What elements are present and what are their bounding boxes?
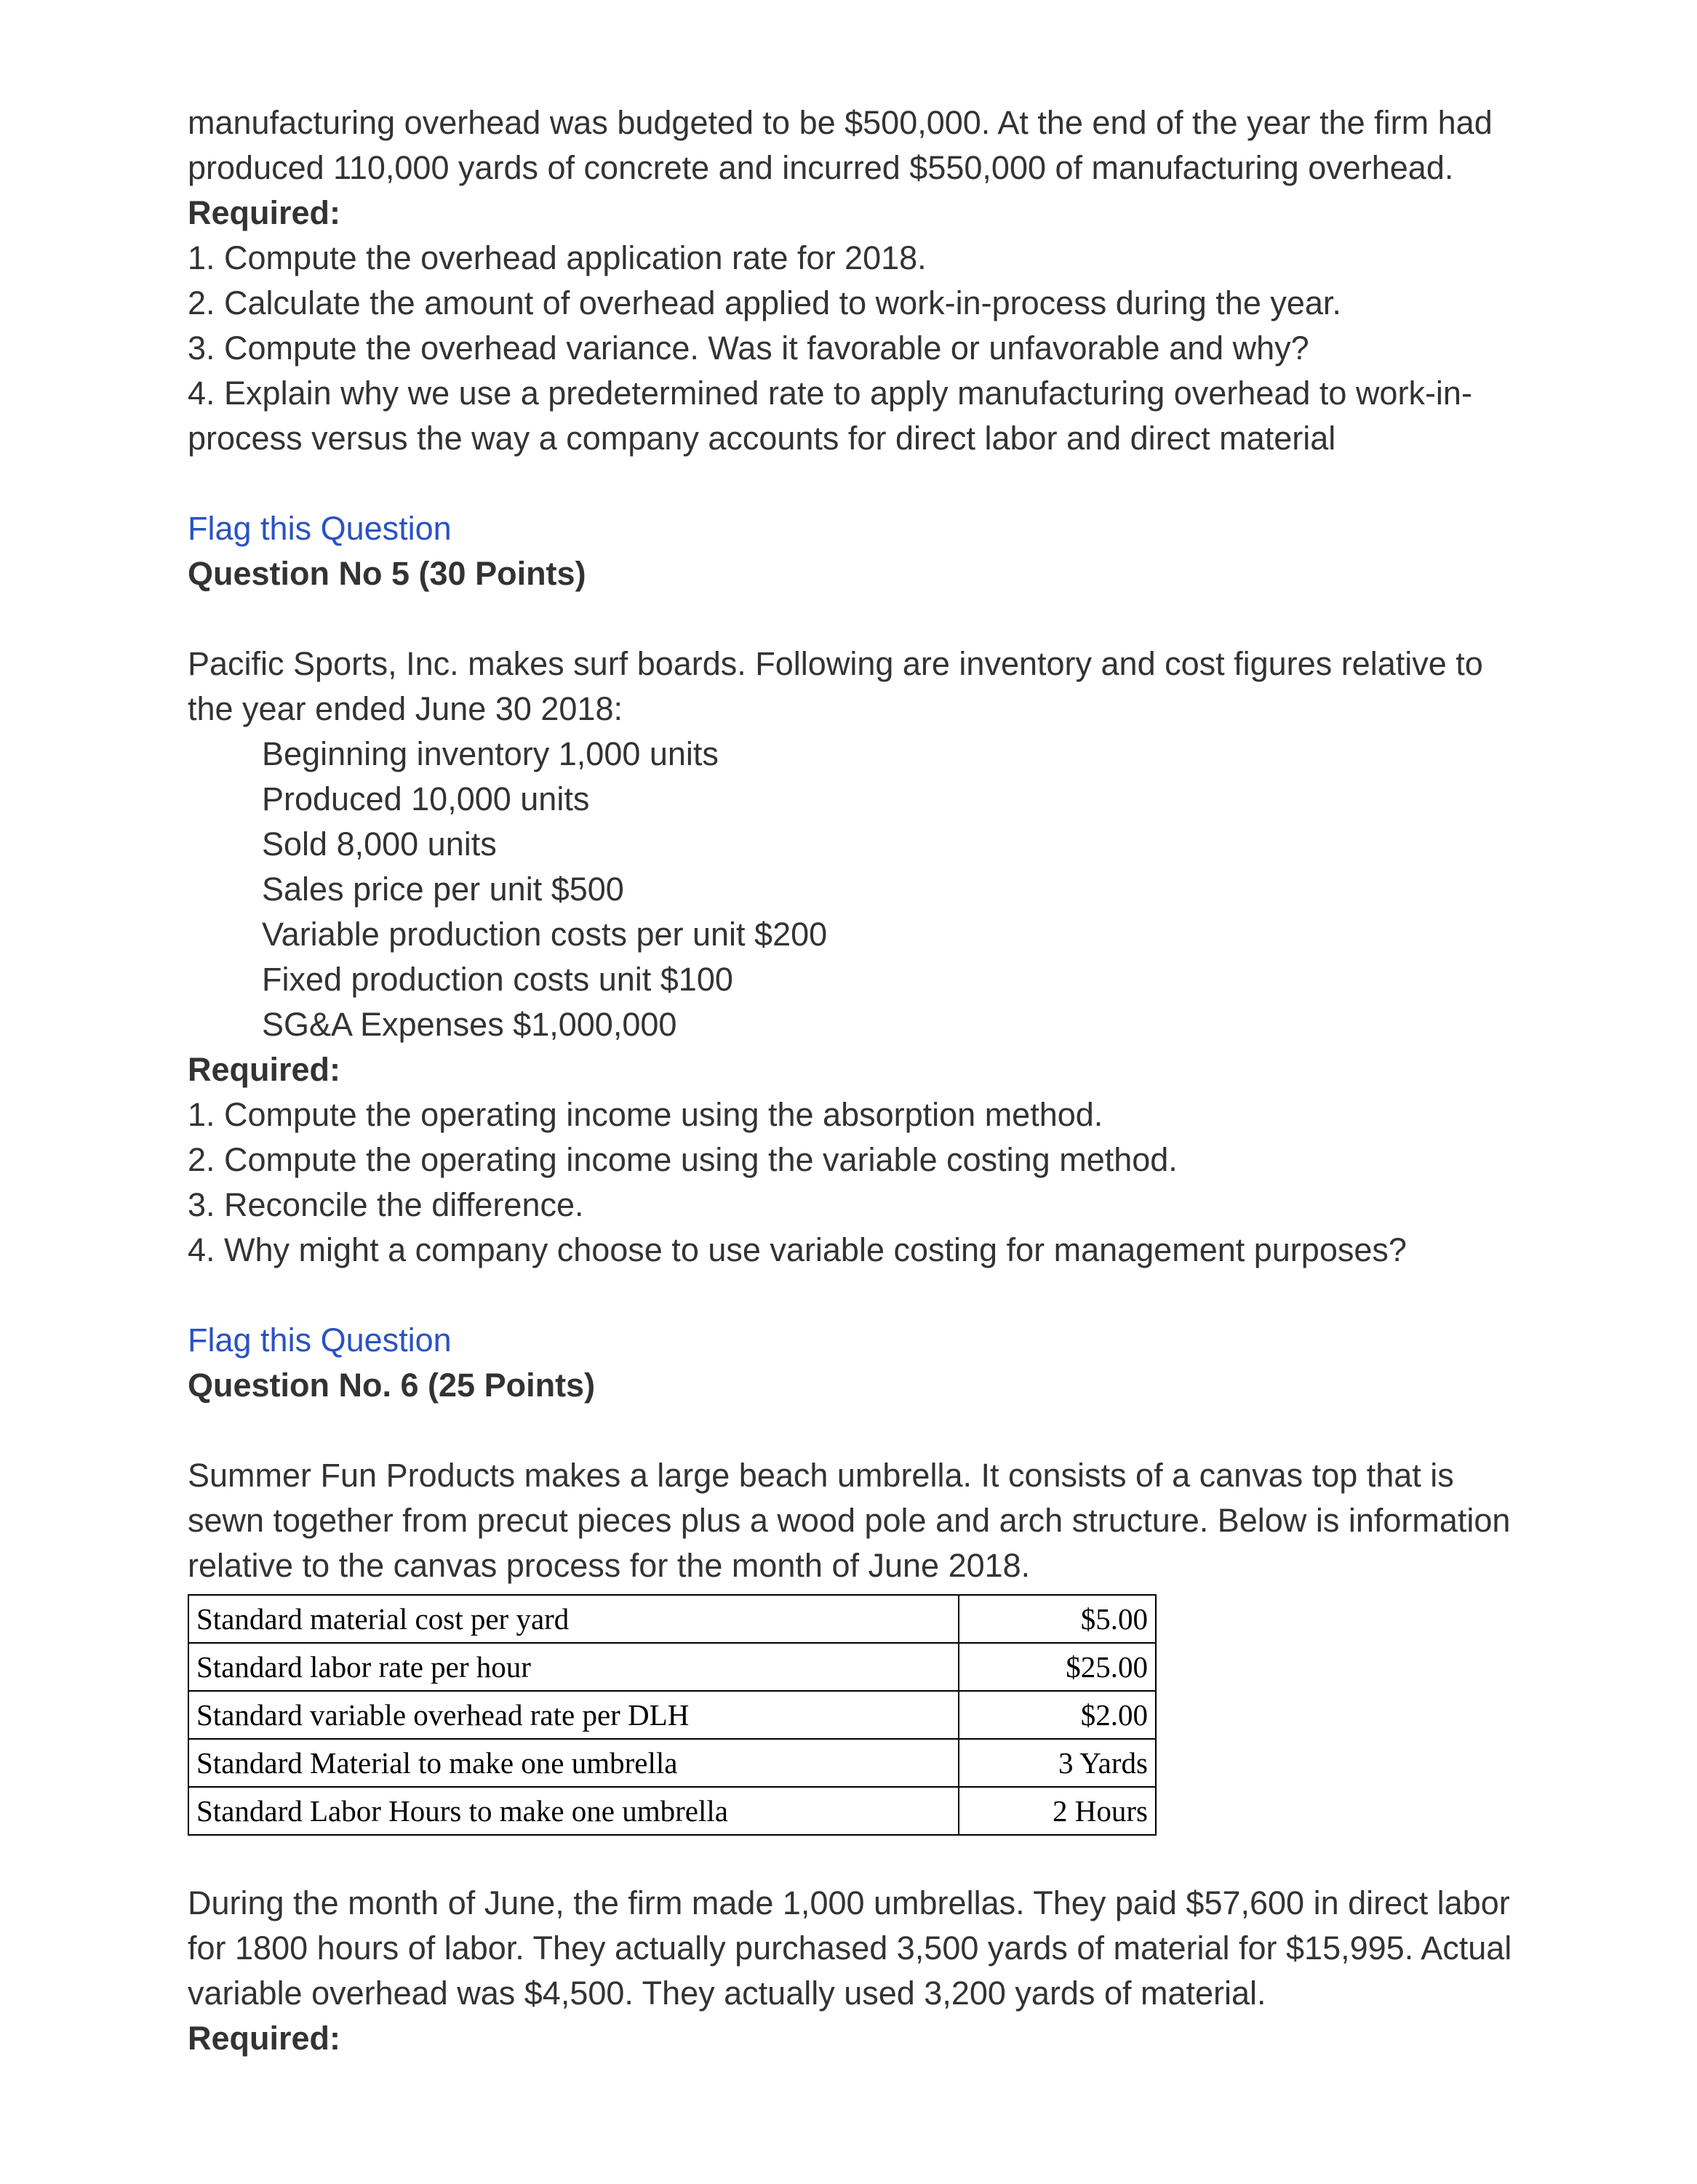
question6-heading: Question No. 6 (25 Points) bbox=[188, 1367, 596, 1404]
spacer bbox=[188, 596, 1519, 641]
table-cell-label: Standard Material to make one umbrella bbox=[188, 1739, 959, 1787]
table-cell-value: 3 Yards bbox=[959, 1739, 1156, 1787]
question5-fact-3: Sold 8,000 units bbox=[262, 825, 497, 863]
question5-fact-6: Fixed production costs unit $100 bbox=[262, 961, 733, 998]
table-row bbox=[188, 1739, 1156, 1787]
question6-intro-paragraph: Summer Fun Products makes a large beach umbrella. It consists of a canvas top that is sewn together from precut pieces plus a wood pole and arch structure. Below is information relative to the canvas process for the month of June 2018. bbox=[188, 1457, 1511, 1584]
question5-item-2: 2. Compute the operating income using the variable costing method. bbox=[188, 1141, 1178, 1178]
question5-facts-list bbox=[262, 732, 1519, 1047]
table-cell-value: $25.00 bbox=[959, 1643, 1156, 1691]
question5-heading: Question No 5 (30 Points) bbox=[188, 555, 586, 592]
table-row bbox=[188, 1643, 1156, 1691]
table-row bbox=[188, 1595, 1156, 1643]
question5-fact-2: Produced 10,000 units bbox=[262, 780, 590, 817]
spacer bbox=[188, 1408, 1519, 1453]
flag-question-link-q6[interactable]: Flag this Question bbox=[188, 1321, 452, 1359]
table-cell-value: $2.00 bbox=[959, 1691, 1156, 1739]
question5-section bbox=[188, 506, 1519, 1273]
question5-item-4: 4. Why might a company choose to use variable costing for management purposes? bbox=[188, 1231, 1407, 1268]
table-row bbox=[188, 1787, 1156, 1835]
table-cell-label: Standard variable overhead rate per DLH bbox=[188, 1691, 959, 1739]
table-cell-label: Standard Labor Hours to make one umbrella bbox=[188, 1787, 959, 1835]
question4-item-3: 3. Compute the overhead variance. Was it favorable or unfavorable and why? bbox=[188, 329, 1309, 367]
question5-fact-1: Beginning inventory 1,000 units bbox=[262, 735, 719, 772]
table-cell-value: 2 Hours bbox=[959, 1787, 1156, 1835]
question4-item-4: 4. Explain why we use a predetermined rate to apply manufacturing overhead to work-in-process versus the way a company accounts for direct labor and direct material bbox=[188, 375, 1472, 457]
question5-required-label: Required: bbox=[188, 1051, 341, 1088]
question4-required-label: Required: bbox=[188, 194, 341, 231]
question5-fact-5: Variable production costs per unit $200 bbox=[262, 916, 828, 953]
standards-table bbox=[188, 1594, 1157, 1836]
table-cell-label: Standard material cost per yard bbox=[188, 1595, 959, 1643]
table-cell-label: Standard labor rate per hour bbox=[188, 1643, 959, 1691]
quiz-page-content bbox=[188, 100, 1519, 2061]
spacer bbox=[188, 1273, 1519, 1318]
question6-section bbox=[188, 1318, 1519, 2061]
question5-intro-paragraph: Pacific Sports, Inc. makes surf boards. Following are inventory and cost figures relative to the year ended June 30 2018: bbox=[188, 645, 1483, 727]
table-cell-value: $5.00 bbox=[959, 1595, 1156, 1643]
question5-fact-7: SG&A Expenses $1,000,000 bbox=[262, 1006, 677, 1043]
table-row bbox=[188, 1691, 1156, 1739]
question4-item-2: 2. Calculate the amount of overhead applied to work-in-process during the year. bbox=[188, 284, 1341, 321]
question6-after-table-paragraph: During the month of June, the firm made 1,000 umbrellas. They paid $57,600 in direct labor for 1800 hours of labor. They actually purchased 3,500 yards of material for $15,995. Actual variable overhead was $4,500. They actually used 3,200 yards of material. bbox=[188, 1884, 1512, 2012]
question4-intro-paragraph: manufacturing overhead was budgeted to be $500,000. At the end of the year the firm had produced 110,000 yards of concrete and incurred $550,000 of manufacturing overhead. bbox=[188, 104, 1493, 186]
spacer bbox=[188, 1836, 1519, 1881]
question4-section bbox=[188, 100, 1519, 461]
question5-fact-4: Sales price per unit $500 bbox=[262, 871, 624, 908]
spacer bbox=[188, 461, 1519, 506]
flag-question-link-q5[interactable]: Flag this Question bbox=[188, 510, 452, 547]
question4-item-1: 1. Compute the overhead application rate for 2018. bbox=[188, 239, 927, 276]
question5-item-1: 1. Compute the operating income using the absorption method. bbox=[188, 1096, 1103, 1133]
question5-item-3: 3. Reconcile the difference. bbox=[188, 1186, 584, 1223]
question6-required-label: Required: bbox=[188, 2020, 341, 2057]
